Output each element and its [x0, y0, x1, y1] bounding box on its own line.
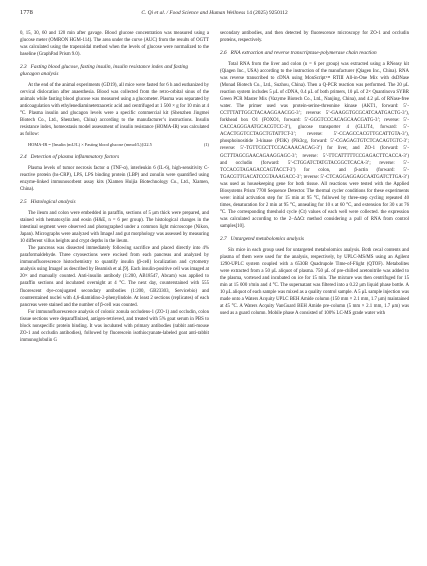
histology-paragraph: The ileum and colon were embedded in paraffin, sections of 5 μm thick were prepared, and stained with hematoxylin and eosin (H&E, n = 6 per group). The histological changes in the intestinal segment were observed and photographed under a common light microscope (Nikon, Japan). Micrographs were analyzed with ImageJ and gut morphology was assessed by measuring 10 different villus heights and crypt depths in the ileum. [20, 210, 209, 245]
journal-citation [20, 10, 409, 16]
page-number: 1778 [20, 9, 33, 16]
journal-authors: C. Qi et al. / [141, 9, 170, 16]
section-title: Detection of plasma inflammatory factors [30, 154, 120, 161]
inflammatory-paragraph: Plasma levels of tumor necrosis factor α (TNF-α), interleukin 6 (IL-6), high-sensitivity C-reactive protein (hs-CRP), LPS, LPS binding protein (LBP) and zonulin were quantified using enzyme-linked immunosorbent assay kits (Xiamen Huijia Biotechnology Co., Ltd., Xiamen, China). [20, 166, 209, 193]
section-title: Fasting blood glucose, fasting insulin, insulin resistance index and fasting glucagon analysis [20, 64, 189, 77]
right-column [220, 30, 409, 317]
section-number: 2.6 [220, 50, 227, 57]
immunofluorescence-paragraph: For immunofluorescence analysis of colonic zonula occludens-1 (ZO-1) and occludin, colon tissue sections were deparaffinized, antigen-retrieved, and treated with 5% goat serum in PBS to block nonspecific protein binding. It was incubated with primary antibodies (rabbit anti-mouse ZO-1 and occludin antibodies), followed by fluorescein isothiocyanate-labeled goat anti-rabbit immunoglobulin G [20, 309, 209, 343]
section-heading-2-3 [20, 64, 209, 78]
homa-ir-formula [20, 141, 209, 148]
section-heading-2-7 [220, 236, 409, 243]
formula-number: (1) [203, 142, 209, 148]
section-title: RNA extraction and reverse transcriptase-polymerase chain reaction [230, 50, 377, 57]
left-column [20, 30, 209, 344]
metabolomics-paragraph: Six mice in each group used for untargeted metabolomics analysis. Both cecal contents and plasma of them were used for the analysis, respectively, by UPLC-MS/MS using an Agilent 1290-UPLC system coupled with a 6530B Quadrupole Time-of-Flight (QTOF). Metabolites were extracted from a 50 μL aliquot of plasma. 750 μL of pre-chilled acetonitrile was added to the plasma, vortexed and incubated on ice for 15 min. The mixture was then centrifuged for 15 min at 15 000 r/min and 4 °C. The supernatant was filtered into a 0.22 μm liquid phase bottle. A 10 μL aliquot of each sample was mixed as a quality control sample. A 5 μL sample injection was made onto a Waters Acquity UPLC BEH Amide column (150 mm × 2.1 mm, 1.7 μm) maintained at 45 °C. A Waters Acquity VanGuard BEH Amide pre-column (5 mm × 2.1 mm, 1.7 μm) was used as a guard column. Mobile phase A consisted of 100% LC-MS grade water with [220, 247, 409, 317]
journal-name: Food Science and Human Wellness [169, 9, 246, 16]
section-number: 2.4 [20, 154, 27, 161]
section-heading-2-5 [20, 199, 209, 206]
running-head [20, 9, 409, 18]
section-number: 2.5 [20, 199, 27, 206]
secondary-antibody-paragraph: secondary antibodies, and then detected by fluorescence microscopy for ZO-1 and occludin proteins, respectively. [220, 31, 409, 44]
fasting-paragraph: At the end of the animal experiments (GD19), all mice were fasted for 6 h and euthanized by cervical dislocation after anaesthesia. Blood was collected from the retro-orbital sinus of the animals while fasting blood glucose was measured using a glucometer. Plasma was separated by anticoagulation with ethylenediaminetetraacetic acid and centrifuged at 1 500 × g for 10 min at 4 °C. Plasma insulin and glucagon levels were a specific commercial kit (Shenzhen Jingmei Biotech Co., Ltd., Shenzhen, China) according to the manufacturer’s instructions. Insulin resistance index, homeostasis model assessment of insulin resistance (HOMA-IR) was calculated as follow: [20, 82, 209, 138]
section-number: 2.3 [20, 64, 27, 71]
section-title: Histological analysis [30, 199, 76, 206]
section-heading-2-4 [20, 154, 209, 161]
formula-text: HOMA-IR = [Insulin (mU/L) × Fasting blood glucose (mmol/L)]/22.5 [28, 142, 152, 148]
section-title: Untargeted metabolomics analysis [230, 236, 304, 243]
pancreas-paragraph: The pancreas was dissected immediately following sacrifice and placed directly into 4% paraformaldehyde. Three cryosections were excised from each pancreas and analyzed by immunofluorescence histochemistry to quantify insulin (β-cell) localization and cytometry analysis using ImageJ as described by Beamish et al.[9]. Each insulin-positive cell was imaged at 20× and manually counted. Anti-insulin antibody (1:200, AB18547, Abcam) was applied to paraffin sections and incubated overnight at 4 °C. The next day, counterstained with 555 fluorescent dye-conjugated secondary antibodies (1:200, GB23303, Servicebio) and counterstained nuclei with 4,6-diamidino-2-phenylindole. At least 2 sections (replicates) of each pancreas were stained and the number of β-cell was counted. [20, 246, 209, 308]
section-number: 2.7 [220, 236, 227, 243]
rna-extraction-paragraph: Total RNA from the liver and colon (n = 6 per group) was extracted using a RNeasy kit (Qiagen Inc., USA) according to the instruction of the manufacturer (Qiagen Inc., China). RNA was reverse transcribed to cDNA using MonScript™ RTIII All-in-One Mix with dsDNase (Monad Biotech Co., Ltd., Suzhou, China). Then a Q-PCR reaction was performed. The 20 μL reaction system includes 5 μL of cDNA, 0.4 μL of both primers, 10 μL of 2× Quantinova SYBR Green PCR Master Mix (Vazyme Biotech Co., Ltd., Nanjing, China), and 4.2 μL of RNase-free water. The primer used was protein-serine-threonine kinase (AKT1, forward: 5’-CCTTTATTGGCTACAAGGAACGG-3’; reverse: 5’-GAAGGTGCGCATCAATGACTG-3’), forkhead box O1 (FOXO1, forward: 5’-GGGTCCCACAGCAACGATG-3’; reverse: 5’-CACCAGGGAATGCACGTCC-3’), glucose transporter 4 (GLUT4, forward: 5’-ACACTGGTCCTAGCTGTATTCT-3’; reverse: 5’-CCAGCCACGTTGCATTGTA-3’), phosphoinositide 3-kinase (PI3K) (Pik3cg, forward: 5’-CGAGAGTGTCTCACAGTGTC-3’; reverse: 5’-TGTTCGCTTCCACAAACACAG-3’) for liver, and ZO-1 (forward: 5’-GCTTTAGCGAACAGAAGGAGC-3’; reverse: 5’-TTCATTTTTCCGAGACTTCACCA-3’) and occludin (forward: 5’-CTGGATCTATGTACGGCTCACA-3’; reverse: 5’-TCCACGTAGAGACCAGTACCT-3’) for colon, and β-actin (forward: 5’-TGACGTTGACATCCGTAAAGACC-3’; reverse: 5’-CTCAGGAGGAGCAATGATCTTGA-3’) was used as housekeeping gene for both tissue. All reactions were tested with the Applied Biosystems Prism 7700 Sequence Detector. The thermal cycler conditions for these experiments were: initial activation step for 15 min at 95 °C, followed by three-step cycling repeated 40 times, denaturation for 2 min at 95 °C, annealing for 10 s at 60 °C, and extension for 30 s at 76 °C. The corresponding threshold cycle (Ct) values of each well were collected. the expression was calculated according to the 2−ΔΔCt method considering a pull of RNA from control samples[10]. [220, 61, 409, 229]
ogtt-paragraph: 0, 15, 30, 60 and 120 min after gavage. Blood glucose concentration was measured using a glucose meter (OMRON HGM-114). The area under the curve (AUC) from the results of OGTT was calculated using the trapezoidal method when the levels of glucose were normalized to the baseline (GraphPad Prism 9.0). [20, 31, 209, 58]
journal-volume: 14 (2025) 9250112 [245, 9, 288, 16]
section-heading-2-6 [220, 50, 409, 57]
